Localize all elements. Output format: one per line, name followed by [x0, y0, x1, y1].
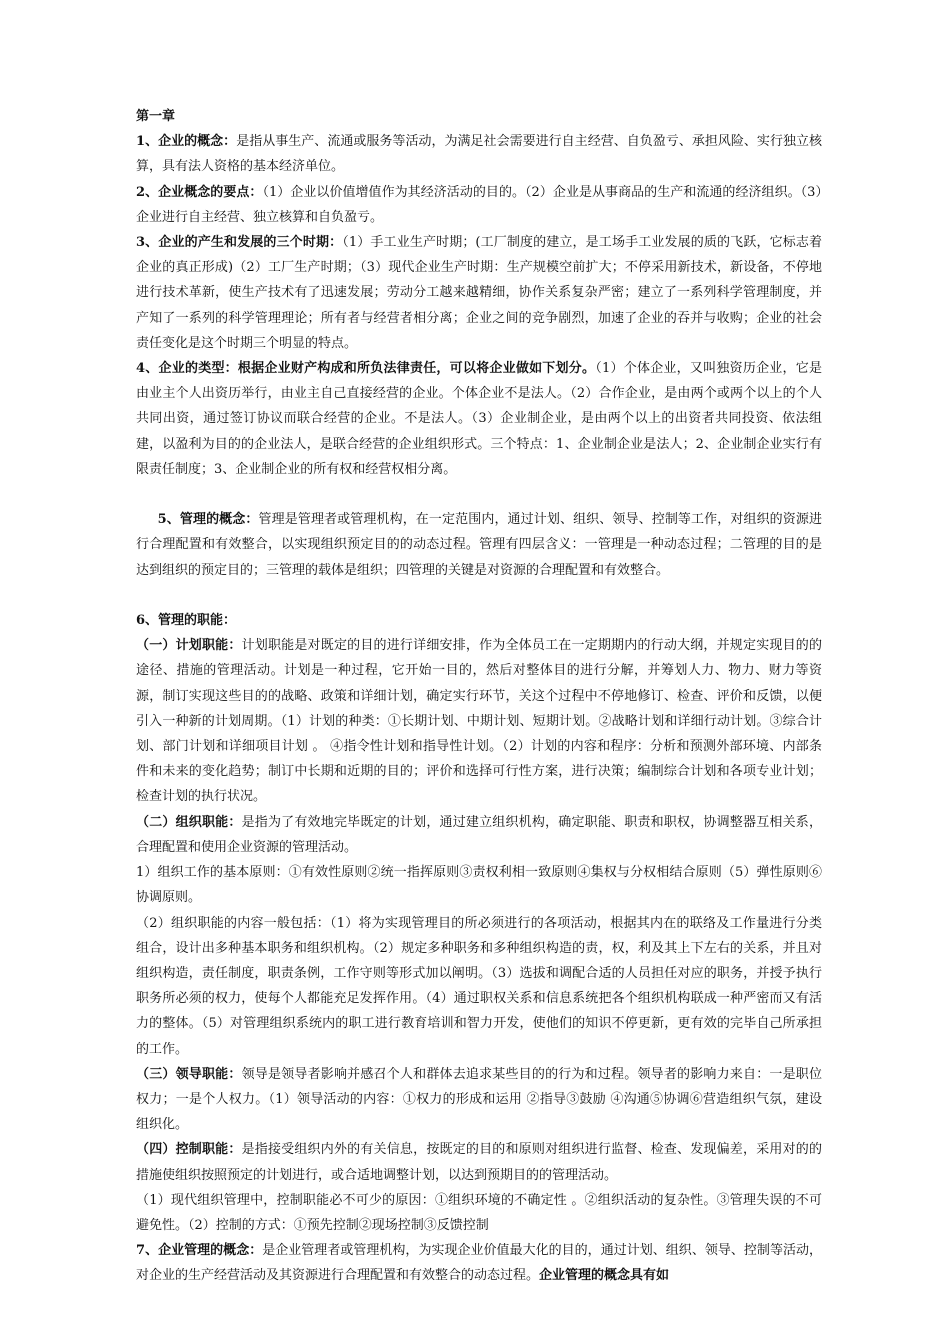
para-heading: （一）计划职能： — [136, 638, 242, 654]
para-organizing-contents — [136, 911, 822, 1062]
para-text: 1）组织工作的基本原则：①有效性原则②统一指挥原则③责权利相一致原则④集权与分权相结合原则（5）弹性原则⑥协调原则。 — [136, 865, 822, 906]
para-heading: 5、管理的概念： — [152, 512, 259, 528]
para-text: 是企业管理者或管理机构，为实现企业价值最大化的目的，通过计划、组织、领导、控制等活动，对企业的生产经营活动及其资源进行合理配置和有效整合的动态过程。 — [136, 1243, 822, 1284]
para-enterprise-history — [136, 230, 822, 356]
document-page — [136, 104, 822, 1289]
para-text: （1）现代组织管理中，控制职能必不可少的原因：①组织环境的不确定性 。②组织活动的复杂性。③管理失误的不可避免性。（2）控制的方式：①预先控制②现场控制③反馈控制 — [136, 1192, 822, 1233]
para-enterprise-key-points — [136, 180, 822, 230]
para-heading: （二）组织职能： — [136, 814, 242, 830]
para-heading: 6、管理的职能： — [136, 613, 237, 629]
para-controlling-reasons — [136, 1188, 822, 1238]
para-organizing-principles — [136, 860, 822, 910]
para-heading: 7、企业管理的概念： — [136, 1243, 263, 1259]
chapter-heading: 第一章 — [136, 109, 176, 124]
para-text: （1）个体企业，又叫独资历企业，它是由业主个人出资历举行，由业主自己直接经营的企业。个体企业不是法人。（2）合作企业，是由两个或两个以上的个人共同出资，通过签订协议而联合经营的企业。不是法人。（3）企业制企业，是由两个以上的出资者共同投资、依法组建，以盈利为目的的企业法人，是联合经营的企业组织形式。三个特点：1、企业制企业是法人；2、企业制企业实行有限责任制度；3、企业制企业的所有权和经营权相分离。 — [136, 361, 823, 477]
para-text: 领导是领导者影响并感召个人和群体去追求某些目的的行为和过程。领导者的影响力来自：一是职位权力；一是个人权力。（1）领导活动的内容：①权力的形成和运用 ②指导③鼓励 ④沟通⑤协调⑥营造组织气氛，建设组织化。 — [136, 1066, 822, 1133]
para-enterprise-concept — [136, 129, 822, 179]
para-planning-function — [136, 633, 822, 809]
para-heading: 1、企业的概念： — [136, 134, 237, 150]
para-text: 管理是管理者或管理机构，在一定范围内，通过计划、组织、领导、控制等工作，对组织的资源进行合理配置和有效整合，以实现组织预定目的的动态过程。管理有四层含义：一管理是一种动态过程；二管理的目的是达到组织的预定目的；三管理的载体是组织；四管理的关键是对资源的合理配置和有效整合。 — [136, 512, 823, 578]
para-heading: 4、企业的类型：根据企业财产构成和所负法律责任，可以将企业做如下划分。 — [136, 361, 596, 377]
para-leading-function — [136, 1062, 822, 1138]
para-enterprise-management-concept — [136, 1238, 822, 1288]
para-text: 是指为了有效地完毕既定的计划，通过建立组织机构，确定职能、职责和职权，协调整器互相关系，合理配置和使用企业资源的管理活动。 — [136, 814, 822, 855]
para-management-functions — [136, 608, 822, 633]
para-management-concept — [136, 482, 822, 608]
para-text: 是指接受组织内外的有关信息，按既定的目的和原则对组织进行监督、检查、发现偏差，采用对的的措施使组织按照预定的计划进行，或合适地调整计划，以达到预期目的的管理活动。 — [136, 1142, 822, 1183]
para-text: 计划职能是对既定的目的进行详细安排，作为全体员工在一定期期内的行动大纲，并规定实现目的的途径、措施的管理活动。计划是一种过程，它开始一目的，然后对整体目的进行分解，并筹划人力、物力、财力等资源，制订实现这些目的的战略、政策和详细计划，确定实行环节，关这个过程中不停地修订、检查、评价和反馈，以便引入一种新的计划周期。（1）计划的种类：①长期计划、中期计划、短期计划。②战略计划和详细行动计划。③综合计划、部门计划和详细项目计划 。 ④指令性计划和指导性计划。（2）计划的内容和程序：分析和预测外部环境、内部条件和未来的变化趋势；制订中长期和近期的目的；评价和选择可行性方案，进行决策；编制综合计划和各项专业计划；检查计划的执行状况。 — [136, 638, 822, 805]
para-heading: （四）控制职能： — [136, 1142, 242, 1158]
para-controlling-function — [136, 1137, 822, 1187]
para-text: （1）手工业生产时期；(工厂制度的建立，是工场手工业发展的质的飞跃，它标志着企业的真正形成)（2）工厂生产时期；（3）现代企业生产时期：生产规模空前扩大；不停采用新技术，新设备，不停地进行技术革新，使生产技术有了迅速发展；劳动分工越来越精细，协作关系复杂严密；建立了一系列科学管理制度，并产知了一系列的科学管理理论；所有者与经营者相分离；企业之间的竞争剧烈，加速了企业的吞并与收购；企业的社会责任变化是这个时期三个明显的特点。 — [136, 235, 822, 351]
para-trailing-heading: 企业管理的概念具有如 — [539, 1268, 670, 1284]
para-enterprise-types — [136, 356, 822, 482]
para-text: （1）企业以价值增值作为其经济活动的目的。（2）企业是从事商品的生产和流通的经济组织。（3）企业进行自主经营、独立核算和自负盈亏。 — [136, 184, 822, 225]
para-text: （2）组织职能的内容一般包括：（1）将为实现管理目的所必须进行的各项活动，根据其内在的联络及工作量进行分类组合，设计出多种基本职务和组织机构。（2）规定多种职务和多种组织构造的责，权，利及其上下左右的关系，并且对组织构造，责任制度，职责条例，工作守则等形式加以阐明。（3）选拔和调配合适的人员担任对应的职务，并授予执行职务所必须的权力，使每个人都能充足发挥作用。（4）通过职权关系和信息系统把各个组织机构联成一种严密而又有活力的整体。（5）对管理组织系统内的职工进行教育培训和智力开发，使他们的知识不停更新，更有效的完毕自己所承担的工作。 — [136, 915, 822, 1057]
para-heading: 2、企业概念的要点： — [136, 184, 263, 200]
para-organizing-function — [136, 810, 822, 860]
para-heading: 3、企业的产生和发展的三个时期： — [136, 235, 343, 251]
para-heading: （三）领导职能： — [136, 1066, 242, 1082]
para-text: 是指从事生产、流通或服务等活动，为满足社会需要进行自主经营、自负盈亏、承担风险、实行独立核算，具有法人资格的基本经济单位。 — [136, 134, 822, 175]
